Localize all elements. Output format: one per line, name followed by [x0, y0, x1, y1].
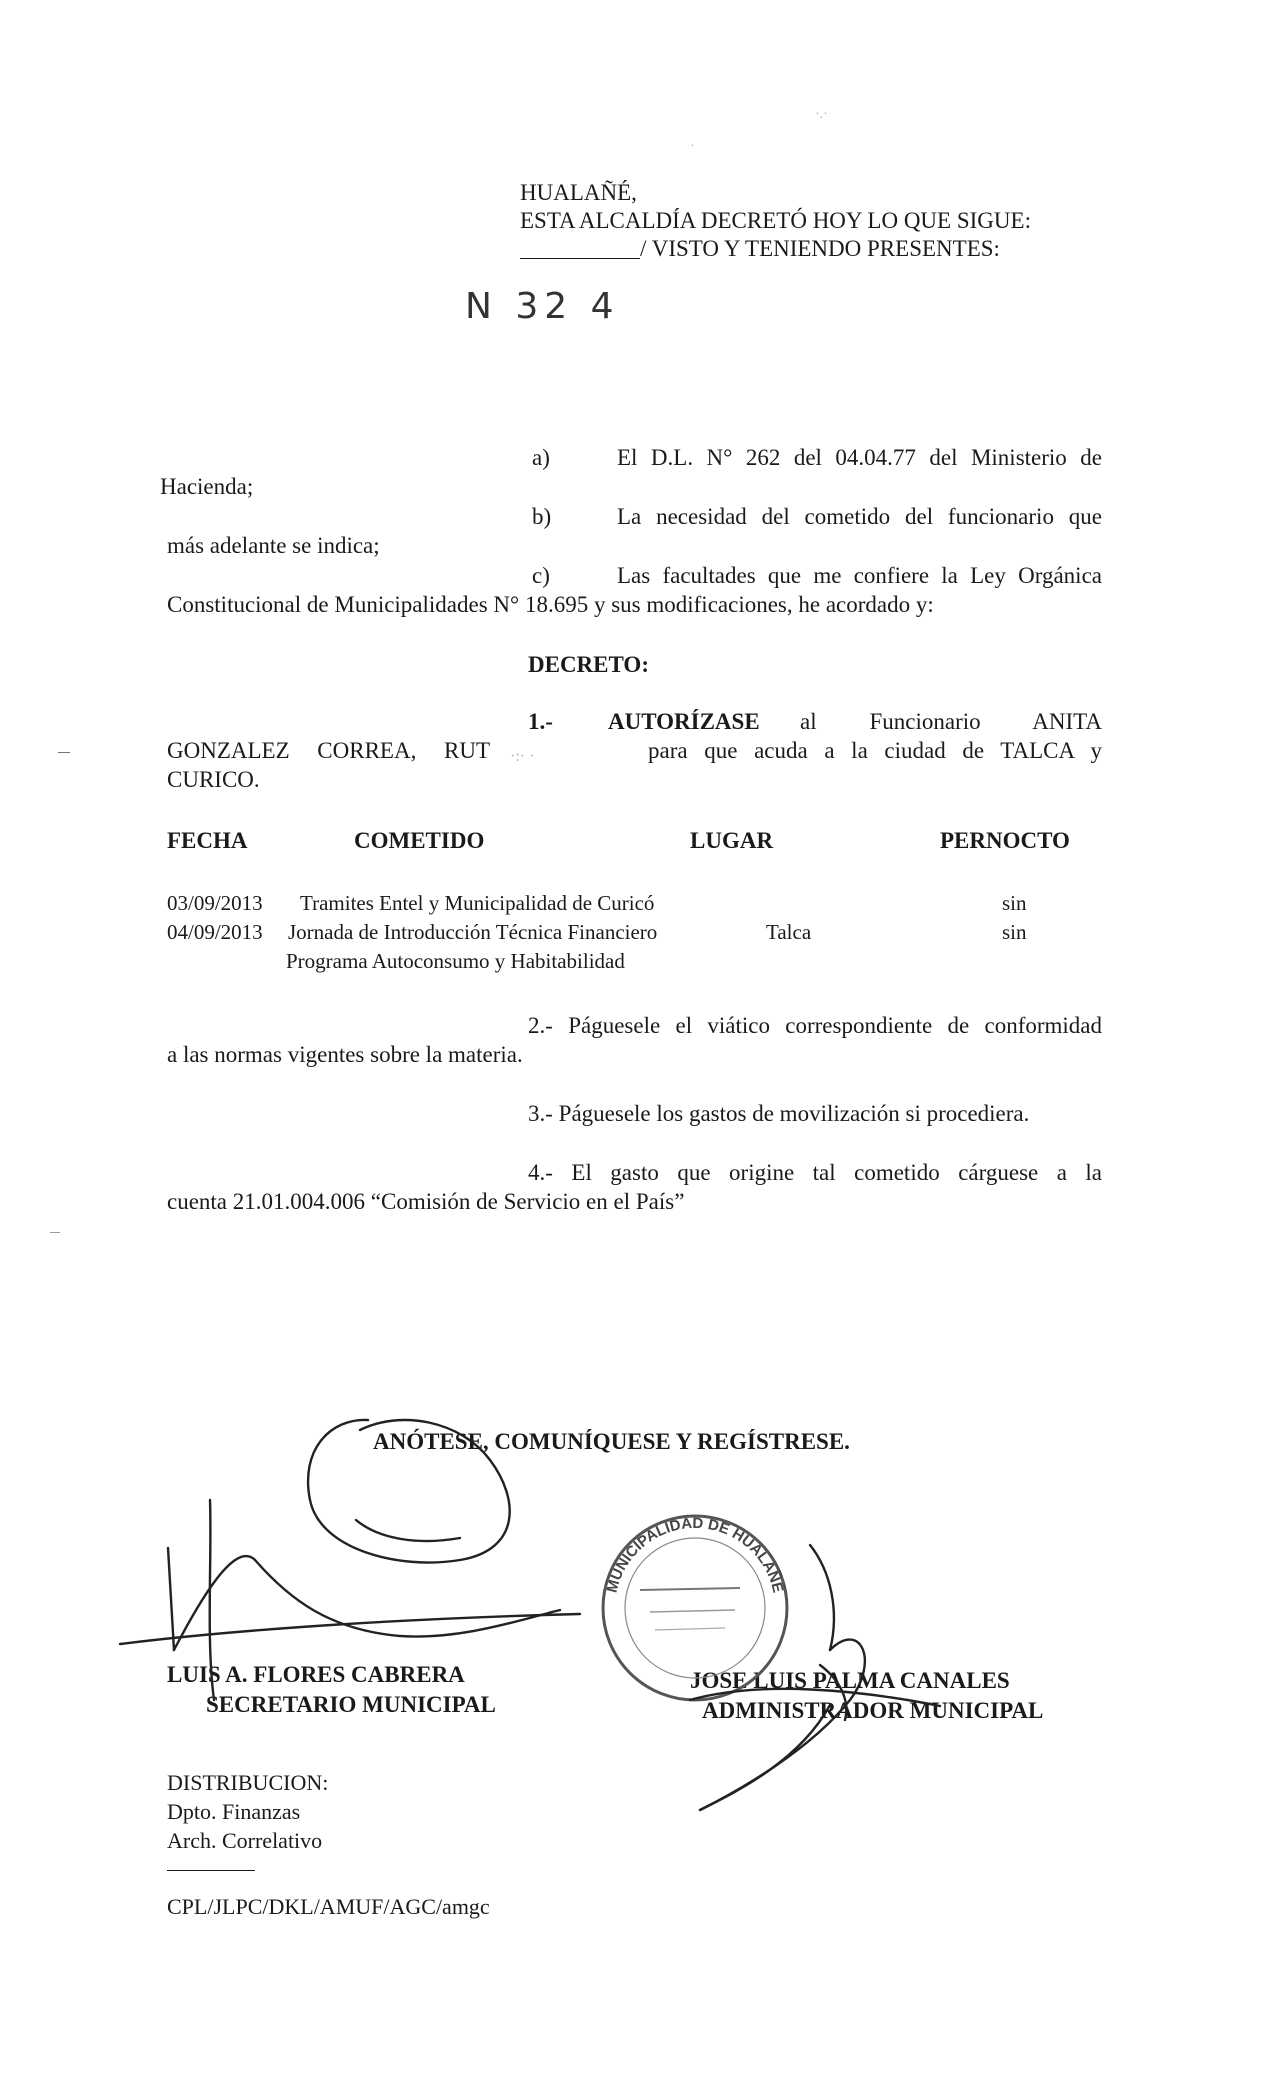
- consideration-a-text: El D.L. N° 262 del 04.04.77 del Ministerio de: [617, 445, 1102, 470]
- table-row-1-cometido: Tramites Entel y Municipalidad de Curicó: [300, 891, 655, 915]
- item3-text: 3.- Páguesele los gastos de movilización si procediera.: [528, 1101, 1030, 1126]
- initials-reference: CPL/JLPC/DKL/AMUF/AGC/amgc: [167, 1894, 490, 1919]
- closing-line: ANÓTESE, COMUNÍQUESE Y REGÍSTRESE.: [373, 1429, 850, 1454]
- item2-line2: a las normas vigentes sobre la materia.: [167, 1042, 523, 1067]
- item1-line1-rest: al Funcionario ANITA: [800, 709, 1102, 734]
- table-row-2-fecha: 04/09/2013: [167, 920, 263, 944]
- consideration-c-continuation: Constitucional de Municipalidades N° 18.695 y sus modificaciones, he acordado y:: [167, 592, 934, 617]
- stamp-text: MUNICIPALIDAD DE HUALAÑÉ: [603, 1514, 787, 1595]
- city-heading: HUALAÑÉ,: [520, 180, 637, 205]
- consideration-b-continuation: más adelante se indica;: [167, 533, 380, 558]
- table-header-fecha: FECHA: [167, 828, 248, 853]
- consideration-c-marker: c): [532, 563, 550, 588]
- consideration-c-text: Las facultades que me confiere la Ley Orgánica: [617, 563, 1102, 588]
- decreto-heading: DECRETO:: [528, 652, 649, 677]
- svg-text:MUNICIPALIDAD DE HUALAÑÉ: [604, 1515, 787, 1595]
- table-row-2-cometido: Jornada de Introducción Técnica Financiero: [288, 920, 658, 944]
- left-signatory-title: SECRETARIO MUNICIPAL: [206, 1692, 496, 1717]
- table-row-2-lugar: Talca: [766, 920, 812, 944]
- left-signatory-name: LUIS A. FLORES CABRERA: [167, 1662, 465, 1687]
- scan-noise: ·.·: [815, 107, 828, 122]
- table-row-1-fecha: 03/09/2013: [167, 891, 263, 915]
- distribution-item: Dpto. Finanzas: [167, 1799, 301, 1824]
- item4-line1: 4.- El gasto que origine tal cometido cárguese a la: [528, 1160, 1102, 1185]
- consideration-a-marker: a): [532, 445, 550, 470]
- visto-line: / VISTO Y TENIENDO PRESENTES:: [520, 234, 1000, 263]
- decree-intro-line: ESTA ALCALDÍA DECRETÓ HOY LO QUE SIGUE:: [520, 208, 1031, 233]
- item2-line1: 2.- Páguesele el viático correspondiente de conformidad: [528, 1013, 1102, 1038]
- municipal-seal-stamp: [603, 1515, 787, 1700]
- item1-verb: AUTORÍZASE: [608, 709, 760, 734]
- item1-line2-left: GONZALEZ CORREA, RUT: [167, 738, 490, 763]
- table-row-1-pernocto: sin: [1002, 891, 1027, 915]
- table-row-2-cometido-cont: Programa Autoconsumo y Habitabilidad: [286, 949, 625, 973]
- consideration-b-text: La necesidad del cometido del funcionario que: [617, 504, 1102, 529]
- table-header-cometido: COMETIDO: [354, 828, 485, 853]
- item1-number: 1.-: [528, 709, 553, 734]
- decree-number: N 32 4: [465, 286, 620, 327]
- consideration-a-continuation: Hacienda;: [160, 474, 254, 499]
- right-signatory-name: JOSE LUIS PALMA CANALES: [690, 1668, 1010, 1693]
- left-signature-drawing: [120, 1420, 580, 1700]
- redacted-rut-mark: ·:· ·: [510, 748, 535, 765]
- item1-line3: CURICO.: [167, 767, 260, 792]
- distribution-item: Arch. Correlativo: [167, 1828, 323, 1853]
- consideration-b-marker: b): [532, 504, 552, 529]
- distribution-heading: DISTRIBUCION:: [167, 1770, 329, 1795]
- right-signature-drawing: [690, 1545, 940, 1810]
- right-signatory-title: ADMINISTRADOR MUNICIPAL: [702, 1698, 1044, 1723]
- scan-noise: ·: [690, 139, 695, 154]
- item1-line2-right: para que acuda a la ciudad de TALCA y: [648, 738, 1102, 763]
- table-header-lugar: LUGAR: [690, 828, 774, 853]
- table-header-pernocto: PERNOCTO: [940, 828, 1070, 853]
- table-row-2-pernocto: sin: [1002, 920, 1027, 944]
- item4-line2: cuenta 21.01.004.006 “Comisión de Servicio en el País”: [167, 1189, 685, 1214]
